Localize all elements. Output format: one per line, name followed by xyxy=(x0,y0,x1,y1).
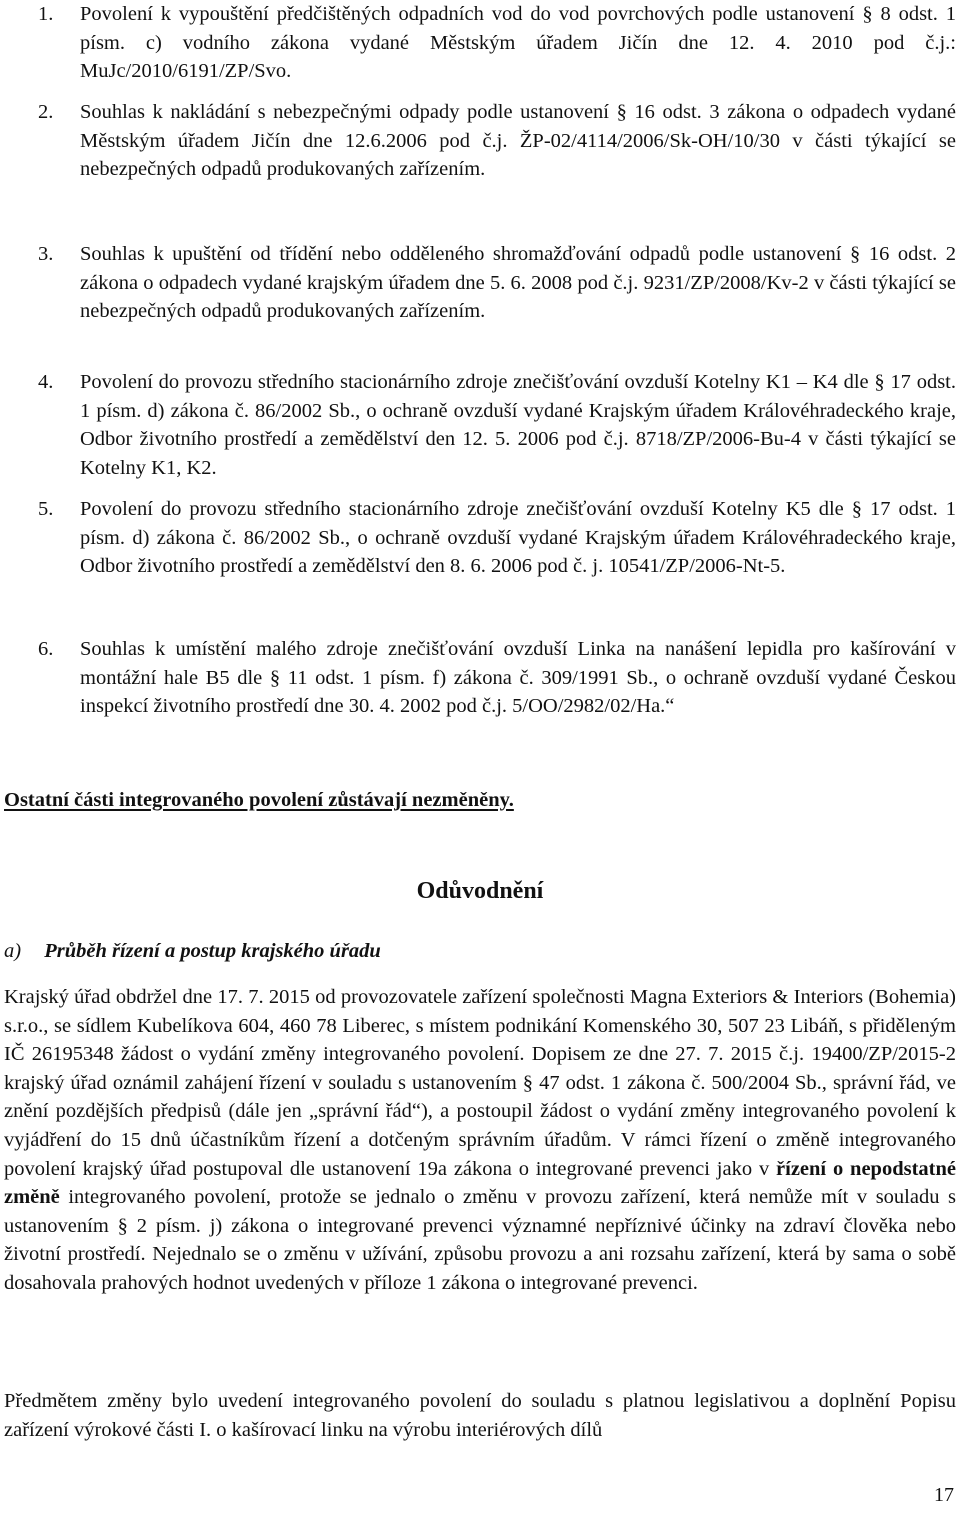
subheading-label: a) xyxy=(4,940,22,962)
page-number: 17 xyxy=(934,1484,954,1506)
list-item-text: Souhlas k umístění malého zdroje znečišťování ovzduší Linka na nanášení lepidla pro kašírování v montážní hale B5 dle § 11 odst. 1 písm. f) zákona č. 309/1991 Sb., o ochraně ovzduší vydané Českou inspekcí životního prostředí dne 30. 4. 2002 pod č.j. 5/OO/2982/02/Ha.“ xyxy=(80,638,956,718)
list-item-number: 3. xyxy=(38,243,54,265)
closing-note: Ostatní části integrovaného povolení zůstávají nezměněny. xyxy=(4,789,514,811)
paragraph-subject: Předmětem změny bylo uvedení integrovaného povolení do souladu s platnou legislativou a doplnění Popisu zařízení výrokové části I. o kašírovací linku na výrobu interiérových dílů xyxy=(4,1390,956,1441)
paragraph-text: Krajský úřad obdržel dne 17. 7. 2015 od provozovatele zařízení společnosti Magna Exteriors & Interiors (Bohemia) s.r.o., se sídlem Kubelíkova 604, 460 78 Liberec, s místem podnikání Komenského 30, 507 23 Libáň, s přiděleným IČ 26195348 žádost o vydání změny integrovaného povolení. Dopisem ze dne 27. 7. 2015 č.j. 19400/ZP/2015-2 krajský úřad oznámil zahájení řízení v souladu s ustanovením § 47 odst. 1 zákona č. 500/2004 Sb., správní řád, ve znění pozdějších předpisů (dále jen „správní řád“), a postoupil žádost o vydání změny integrovaného povolení k vyjádření do 15 dnů účastníkům řízení a dotčeným správním úřadům. V rámci řízení o změně integrovaného povolení krajský úřad postupoval dle ustanovení 19a zákona o integrované prevenci jako v xyxy=(4,986,956,1180)
paragraph-bold-text: řízení o nepodstatné změně xyxy=(4,1157,956,1209)
list-item-text: Povolení do provozu středního stacionárního zdroje znečišťování ovzduší Kotelny K5 dle § 17 odst. 1 písm. d) zákona č. 86/2002 Sb., o ochraně ovzduší vydané Krajským úřadem Královéhradeckého kraje, Odbor životního prostředí a zemědělství den 8. 6. 2006 pod č. j. 10541/ZP/2006-Nt-5. xyxy=(80,498,956,578)
list-item-number: 1. xyxy=(38,3,54,25)
section-title: Odůvodnění xyxy=(416,878,544,904)
list-item-text: Souhlas k nakládání s nebezpečnými odpady podle ustanovení § 16 odst. 3 zákona o odpadech vydané Městským úřadem Jičín dne 12.6.2006 pod č.j. ŽP-02/4114/2006/Sk-OH/10/30 v části týkající se nebezpečných odpadů produkovaných zařízením. xyxy=(80,101,956,181)
list-item-number: 2. xyxy=(38,101,54,123)
list-item-text: Souhlas k upuštění od třídění nebo odděleného shromažďování odpadů podle ustanovení § 16 odst. 2 zákona o odpadech vydané krajským úřadem dne 5. 6. 2008 pod č.j. 9231/ZP/2008/Kv-2 v části týkající se nebezpečných odpadů produkovaných zařízením. xyxy=(80,243,956,323)
list-item-number: 5. xyxy=(38,498,54,520)
paragraph-text: integrovaného povolení, protože se jednalo o změnu v provozu zařízení, která nemůže mít v souladu s ustanovením § 2 písm. j) zákona o integrované prevenci významné nepříznivé účinky na zdraví člověka nebo životní prostředí. Nejednalo se o změnu v užívání, způsobu provozu a ani rozsahu zařízení, která by sama o sobě dosahovala prahových hodnot uvedených v příloze 1 zákona o integrované prevenci. xyxy=(4,1186,956,1294)
list-item-number: 4. xyxy=(38,371,54,393)
paragraph-procedure xyxy=(4,983,956,1298)
list-item-text: Povolení do provozu středního stacionárního zdroje znečišťování ovzduší Kotelny K1 – K4 dle § 17 odst. 1 písm. d) zákona č. 86/2002 Sb., o ochraně ovzduší vydané Krajským úřadem Královéhradeckého kraje, Odbor životního prostředí a zemědělství den 12. 5. 2006 pod č.j. 8718/ZP/2006-Bu-4 v části týkající se Kotelny K1, K2. xyxy=(80,371,956,479)
list-item-number: 6. xyxy=(38,638,54,660)
list-item-text: Povolení k vypouštění předčištěných odpadních vod do vod povrchových podle ustanovení § 8 odst. 1 písm. c) vodního zákona vydané Městským úřadem Jičín dne 12. 4. 2010 pod č.j.: MuJc/2010/6191/ZP/Svo. xyxy=(80,3,956,83)
subheading xyxy=(4,940,381,963)
subheading-text: Průběh řízení a postup krajského úřadu xyxy=(44,940,381,962)
